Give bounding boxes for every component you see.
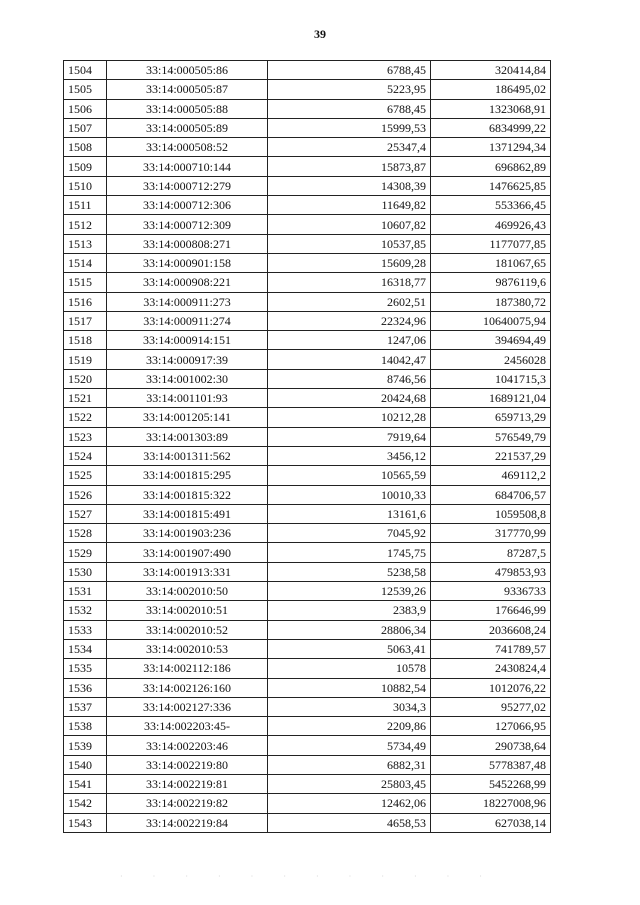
cadastral-table	[63, 60, 551, 833]
cadastral-number-cell: 33:14:000917:39	[107, 350, 268, 369]
row-number-cell: 1524	[64, 446, 107, 465]
table-row	[64, 620, 551, 639]
value-cell: 2456028	[431, 350, 551, 369]
area-cell: 11649,82	[268, 196, 431, 215]
value-cell: 186495,02	[431, 80, 551, 99]
row-number-cell: 1529	[64, 543, 107, 562]
row-number-cell: 1518	[64, 331, 107, 350]
area-cell: 4658,53	[268, 813, 431, 832]
row-number-cell: 1534	[64, 639, 107, 658]
value-cell: 394694,49	[431, 331, 551, 350]
value-cell: 469112,2	[431, 466, 551, 485]
row-number-cell: 1508	[64, 138, 107, 157]
row-number-cell: 1519	[64, 350, 107, 369]
value-cell: 1012076,22	[431, 678, 551, 697]
value-cell: 1476625,85	[431, 176, 551, 195]
value-cell: 6834999,22	[431, 118, 551, 137]
cadastral-number-cell: 33:14:002010:50	[107, 582, 268, 601]
table-row	[64, 253, 551, 272]
value-cell: 95277,02	[431, 697, 551, 716]
value-cell: 187380,72	[431, 292, 551, 311]
table-row	[64, 736, 551, 755]
row-number-cell: 1523	[64, 427, 107, 446]
area-cell: 5223,95	[268, 80, 431, 99]
cadastral-number-cell: 33:14:001002:30	[107, 369, 268, 388]
area-cell: 1247,06	[268, 331, 431, 350]
cadastral-number-cell: 33:14:000914:151	[107, 331, 268, 350]
cadastral-number-cell: 33:14:001205:141	[107, 408, 268, 427]
table-row	[64, 678, 551, 697]
cadastral-number-cell: 33:14:002126:160	[107, 678, 268, 697]
row-number-cell: 1533	[64, 620, 107, 639]
table-row	[64, 524, 551, 543]
row-number-cell: 1542	[64, 794, 107, 813]
row-number-cell: 1510	[64, 176, 107, 195]
area-cell: 12462,06	[268, 794, 431, 813]
table-row	[64, 99, 551, 118]
cadastral-number-cell: 33:14:000808:271	[107, 234, 268, 253]
row-number-cell: 1504	[64, 61, 107, 80]
row-number-cell: 1539	[64, 736, 107, 755]
value-cell: 18227008,96	[431, 794, 551, 813]
area-cell: 2602,51	[268, 292, 431, 311]
row-number-cell: 1525	[64, 466, 107, 485]
value-cell: 176646,99	[431, 601, 551, 620]
value-cell: 2430824,4	[431, 659, 551, 678]
value-cell: 627038,14	[431, 813, 551, 832]
table-row	[64, 446, 551, 465]
row-number-cell: 1536	[64, 678, 107, 697]
area-cell: 15609,28	[268, 253, 431, 272]
table-row	[64, 466, 551, 485]
value-cell: 9876119,6	[431, 273, 551, 292]
row-number-cell: 1541	[64, 774, 107, 793]
area-cell: 8746,56	[268, 369, 431, 388]
row-number-cell: 1506	[64, 99, 107, 118]
cadastral-number-cell: 33:14:002010:52	[107, 620, 268, 639]
row-number-cell: 1521	[64, 389, 107, 408]
area-cell: 5063,41	[268, 639, 431, 658]
value-cell: 320414,84	[431, 61, 551, 80]
row-number-cell: 1515	[64, 273, 107, 292]
cadastral-number-cell: 33:14:000505:86	[107, 61, 268, 80]
area-cell: 14308,39	[268, 176, 431, 195]
value-cell: 479853,93	[431, 562, 551, 581]
table-row	[64, 639, 551, 658]
cadastral-number-cell: 33:14:000712:306	[107, 196, 268, 215]
table-row	[64, 755, 551, 774]
row-number-cell: 1520	[64, 369, 107, 388]
table-row	[64, 427, 551, 446]
area-cell: 7045,92	[268, 524, 431, 543]
table-row	[64, 196, 551, 215]
table-row	[64, 389, 551, 408]
cadastral-number-cell: 33:14:001903:236	[107, 524, 268, 543]
cadastral-number-cell: 33:14:002203:46	[107, 736, 268, 755]
value-cell: 741789,57	[431, 639, 551, 658]
area-cell: 7919,64	[268, 427, 431, 446]
cadastral-number-cell: 33:14:001913:331	[107, 562, 268, 581]
row-number-cell: 1535	[64, 659, 107, 678]
area-cell: 10565,59	[268, 466, 431, 485]
table-row	[64, 601, 551, 620]
value-cell: 684706,57	[431, 485, 551, 504]
area-cell: 6882,31	[268, 755, 431, 774]
value-cell: 221537,29	[431, 446, 551, 465]
area-cell: 10882,54	[268, 678, 431, 697]
area-cell: 3034,3	[268, 697, 431, 716]
row-number-cell: 1543	[64, 813, 107, 832]
value-cell: 1041715,3	[431, 369, 551, 388]
cadastral-number-cell: 33:14:000911:273	[107, 292, 268, 311]
area-cell: 5734,49	[268, 736, 431, 755]
area-cell: 16318,77	[268, 273, 431, 292]
row-number-cell: 1514	[64, 253, 107, 272]
table-row	[64, 234, 551, 253]
value-cell: 553366,45	[431, 196, 551, 215]
table-row	[64, 717, 551, 736]
value-cell: 317770,99	[431, 524, 551, 543]
value-cell: 127066,95	[431, 717, 551, 736]
area-cell: 10607,82	[268, 215, 431, 234]
row-number-cell: 1537	[64, 697, 107, 716]
value-cell: 9336733	[431, 582, 551, 601]
cadastral-number-cell: 33:14:002219:84	[107, 813, 268, 832]
value-cell: 5778387,48	[431, 755, 551, 774]
table-row	[64, 273, 551, 292]
table-row	[64, 562, 551, 581]
table-row	[64, 176, 551, 195]
cadastral-number-cell: 33:14:000505:87	[107, 80, 268, 99]
table-row	[64, 697, 551, 716]
area-cell: 25347,4	[268, 138, 431, 157]
table-row	[64, 504, 551, 523]
value-cell: 290738,64	[431, 736, 551, 755]
table-row	[64, 118, 551, 137]
cadastral-number-cell: 33:14:000712:279	[107, 176, 268, 195]
row-number-cell: 1516	[64, 292, 107, 311]
cadastral-number-cell: 33:14:002219:82	[107, 794, 268, 813]
area-cell: 14042,47	[268, 350, 431, 369]
table-row	[64, 813, 551, 832]
value-cell: 696862,89	[431, 157, 551, 176]
row-number-cell: 1528	[64, 524, 107, 543]
scan-noise: · · · · · · · · · · · ·	[120, 872, 496, 881]
table-row	[64, 659, 551, 678]
area-cell: 15873,87	[268, 157, 431, 176]
area-cell: 10010,33	[268, 485, 431, 504]
cadastral-number-cell: 33:14:001311:562	[107, 446, 268, 465]
value-cell: 1177077,85	[431, 234, 551, 253]
cadastral-number-cell: 33:14:002219:80	[107, 755, 268, 774]
table-row	[64, 350, 551, 369]
table-row	[64, 331, 551, 350]
table-row	[64, 292, 551, 311]
cadastral-number-cell: 33:14:001303:89	[107, 427, 268, 446]
table-body	[64, 61, 551, 833]
value-cell: 659713,29	[431, 408, 551, 427]
row-number-cell: 1527	[64, 504, 107, 523]
area-cell: 22324,96	[268, 311, 431, 330]
cadastral-number-cell: 33:14:002010:53	[107, 639, 268, 658]
area-cell: 28806,34	[268, 620, 431, 639]
row-number-cell: 1509	[64, 157, 107, 176]
row-number-cell: 1538	[64, 717, 107, 736]
area-cell: 10578	[268, 659, 431, 678]
value-cell: 181067,65	[431, 253, 551, 272]
row-number-cell: 1507	[64, 118, 107, 137]
cadastral-number-cell: 33:14:001907:490	[107, 543, 268, 562]
area-cell: 15999,53	[268, 118, 431, 137]
cadastral-number-cell: 33:14:000710:144	[107, 157, 268, 176]
value-cell: 1323068,91	[431, 99, 551, 118]
cadastral-number-cell: 33:14:002127:336	[107, 697, 268, 716]
row-number-cell: 1512	[64, 215, 107, 234]
row-number-cell: 1532	[64, 601, 107, 620]
cadastral-number-cell: 33:14:001815:295	[107, 466, 268, 485]
table-row	[64, 80, 551, 99]
area-cell: 12539,26	[268, 582, 431, 601]
area-cell: 6788,45	[268, 61, 431, 80]
table-row	[64, 408, 551, 427]
table-row	[64, 485, 551, 504]
value-cell: 1371294,34	[431, 138, 551, 157]
cadastral-number-cell: 33:14:001101:93	[107, 389, 268, 408]
value-cell: 1689121,04	[431, 389, 551, 408]
cadastral-number-cell: 33:14:001815:491	[107, 504, 268, 523]
cadastral-number-cell: 33:14:000901:158	[107, 253, 268, 272]
cadastral-number-cell: 33:14:002203:45-	[107, 717, 268, 736]
table-row	[64, 157, 551, 176]
row-number-cell: 1513	[64, 234, 107, 253]
area-cell: 13161,6	[268, 504, 431, 523]
value-cell: 10640075,94	[431, 311, 551, 330]
cadastral-number-cell: 33:14:002219:81	[107, 774, 268, 793]
value-cell: 87287,5	[431, 543, 551, 562]
cadastral-number-cell: 33:14:000712:309	[107, 215, 268, 234]
area-cell: 20424,68	[268, 389, 431, 408]
area-cell: 25803,45	[268, 774, 431, 793]
cadastral-number-cell: 33:14:002112:186	[107, 659, 268, 678]
value-cell: 469926,43	[431, 215, 551, 234]
table-row	[64, 369, 551, 388]
area-cell: 2383,9	[268, 601, 431, 620]
row-number-cell: 1531	[64, 582, 107, 601]
page-number: 39	[314, 27, 326, 41]
table-row	[64, 215, 551, 234]
table-row	[64, 774, 551, 793]
cadastral-number-cell: 33:14:000508:52	[107, 138, 268, 157]
area-cell: 10537,85	[268, 234, 431, 253]
cadastral-number-cell: 33:14:001815:322	[107, 485, 268, 504]
table-row	[64, 582, 551, 601]
value-cell: 1059508,8	[431, 504, 551, 523]
row-number-cell: 1522	[64, 408, 107, 427]
row-number-cell: 1511	[64, 196, 107, 215]
cadastral-number-cell: 33:14:002010:51	[107, 601, 268, 620]
row-number-cell: 1526	[64, 485, 107, 504]
row-number-cell: 1517	[64, 311, 107, 330]
area-cell: 3456,12	[268, 446, 431, 465]
table-row	[64, 794, 551, 813]
area-cell: 1745,75	[268, 543, 431, 562]
cadastral-number-cell: 33:14:000908:221	[107, 273, 268, 292]
area-cell: 2209,86	[268, 717, 431, 736]
area-cell: 10212,28	[268, 408, 431, 427]
row-number-cell: 1540	[64, 755, 107, 774]
table-row	[64, 543, 551, 562]
value-cell: 5452268,99	[431, 774, 551, 793]
table-row	[64, 311, 551, 330]
cadastral-number-cell: 33:14:000505:88	[107, 99, 268, 118]
table-row	[64, 61, 551, 80]
row-number-cell: 1530	[64, 562, 107, 581]
cadastral-number-cell: 33:14:000505:89	[107, 118, 268, 137]
cadastral-number-cell: 33:14:000911:274	[107, 311, 268, 330]
area-cell: 5238,58	[268, 562, 431, 581]
table-row	[64, 138, 551, 157]
value-cell: 2036608,24	[431, 620, 551, 639]
area-cell: 6788,45	[268, 99, 431, 118]
row-number-cell: 1505	[64, 80, 107, 99]
value-cell: 576549,79	[431, 427, 551, 446]
